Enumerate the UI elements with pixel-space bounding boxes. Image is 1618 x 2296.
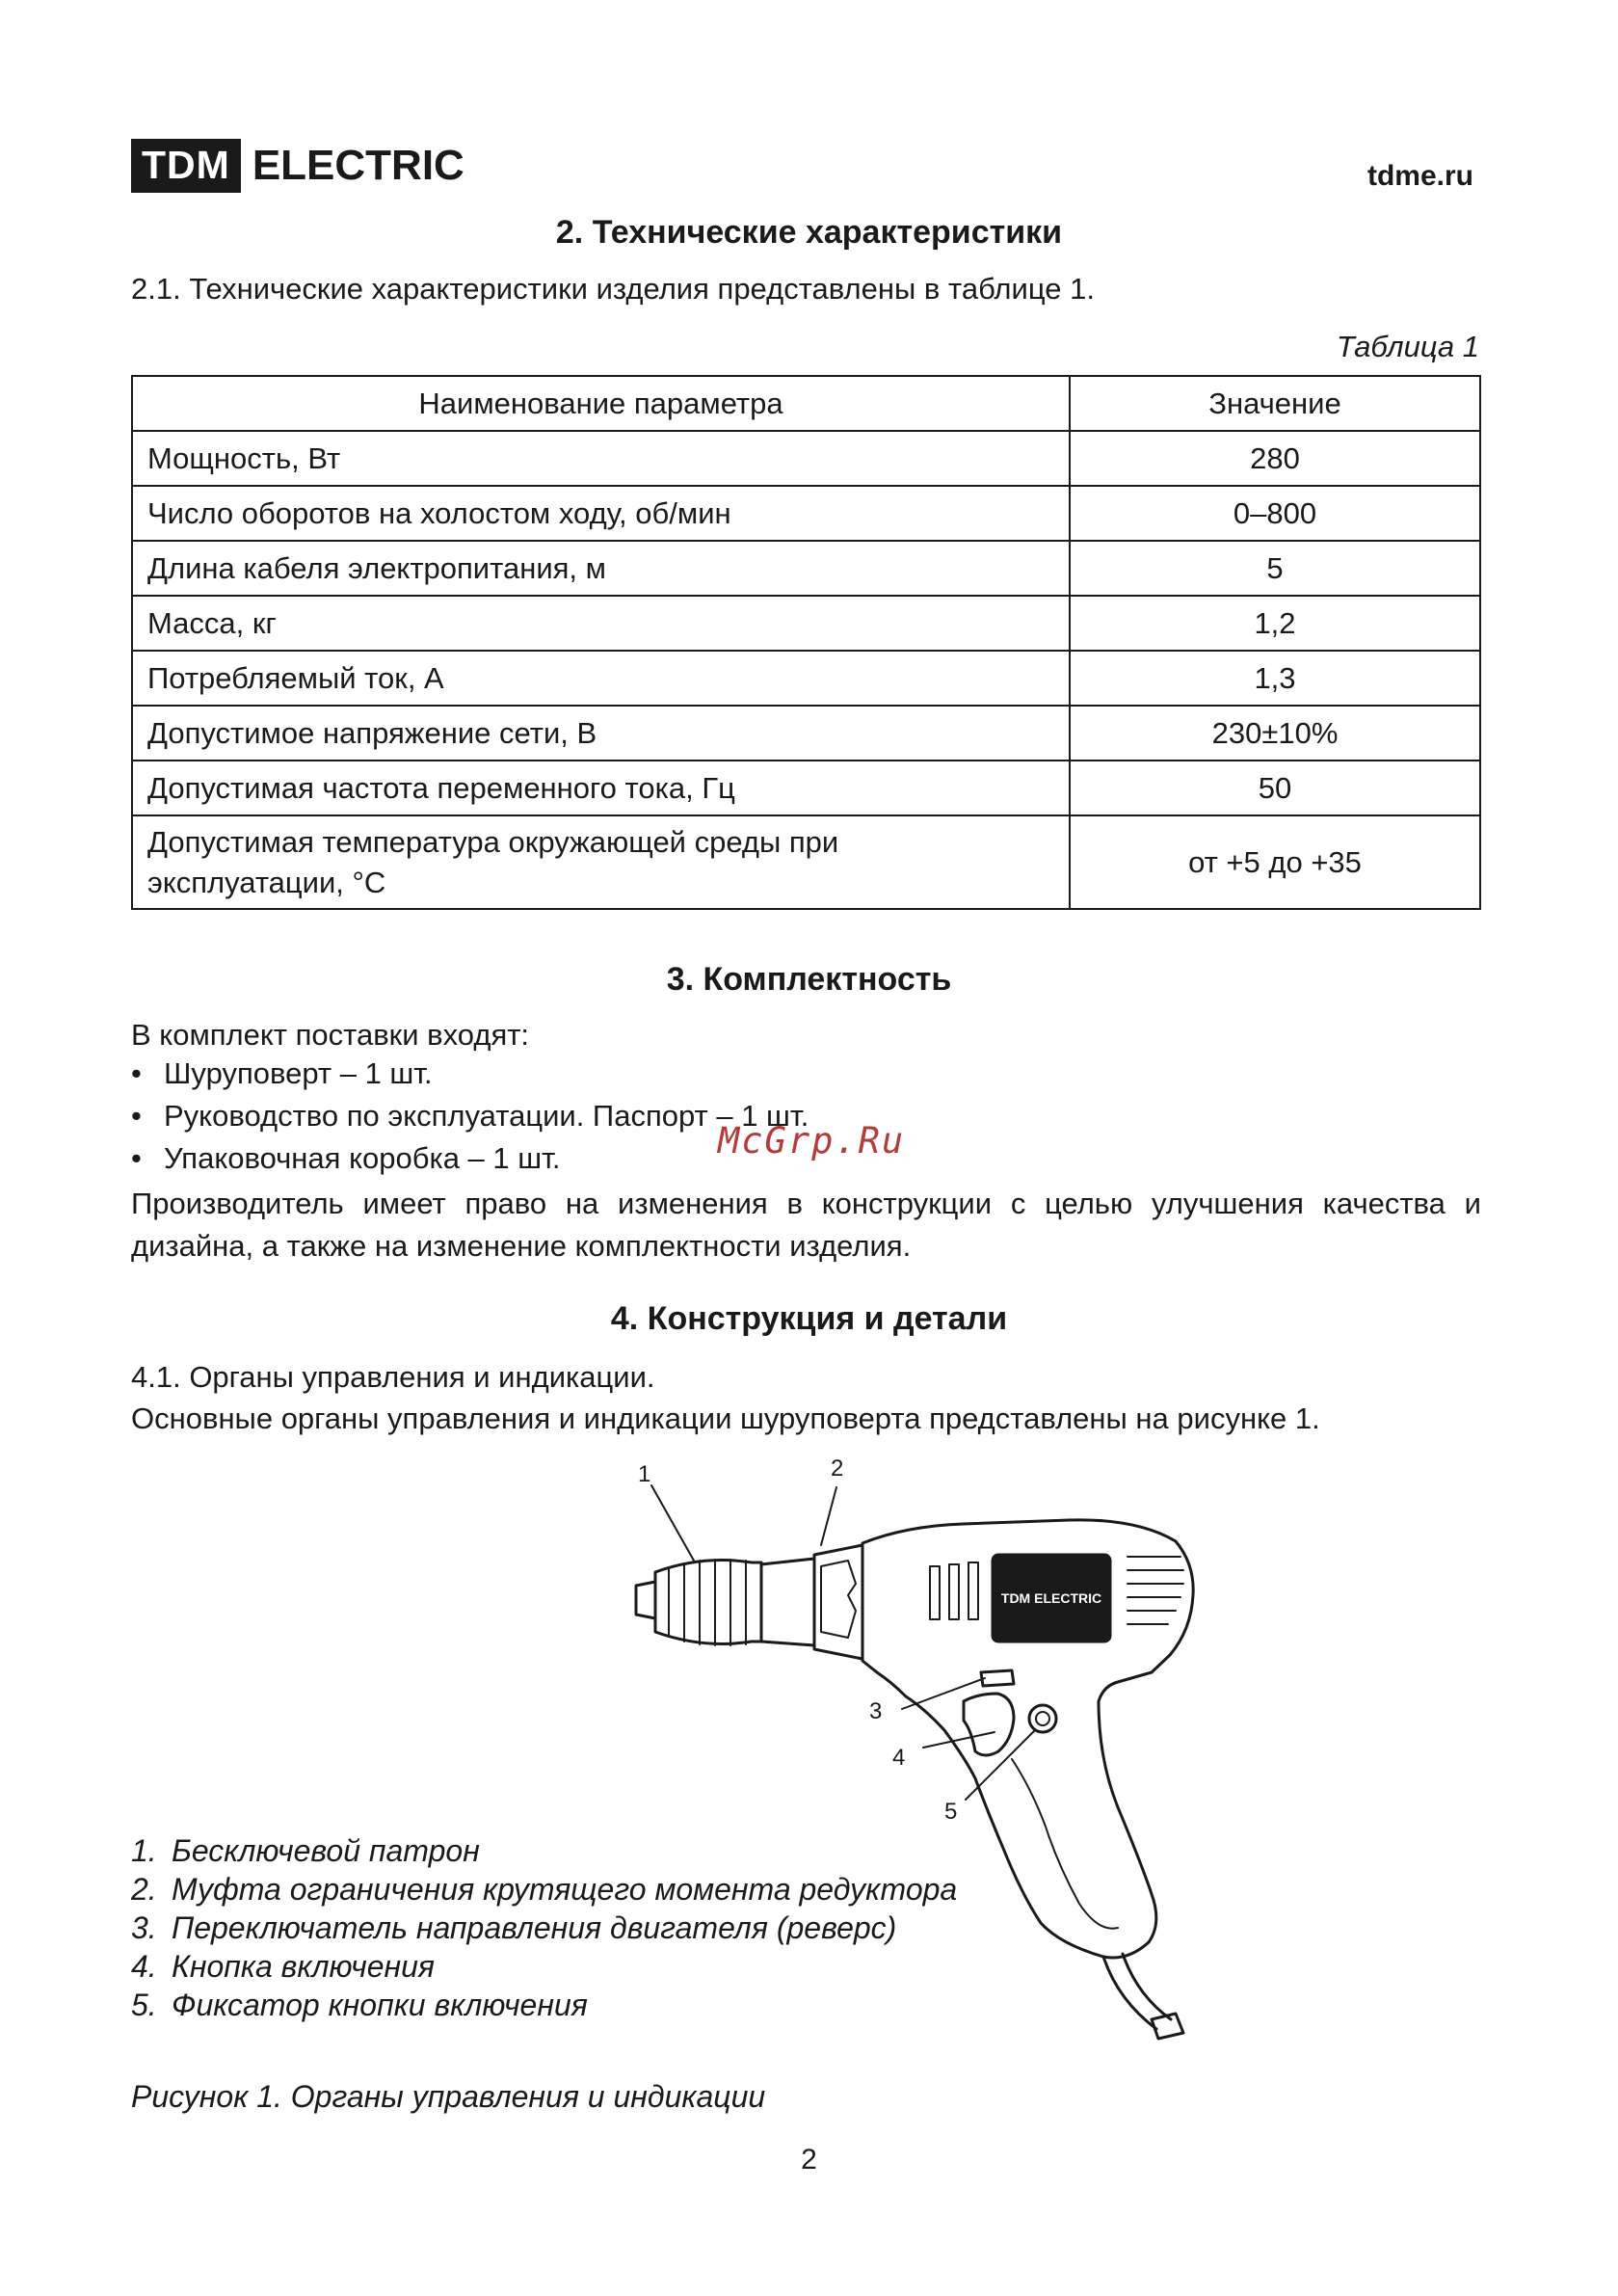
param-cell: Допустимая температура окружающей среды при эксплуатации, °С (132, 815, 1070, 909)
lock-button (1029, 1705, 1056, 1732)
leader-2 (821, 1487, 836, 1545)
table-row (132, 651, 1480, 706)
website-link[interactable]: tdme.ru (1366, 160, 1473, 192)
side-vents (930, 1562, 978, 1619)
legend-label: Переключатель направления двигателя (реверс) (172, 1910, 897, 1945)
rear-vents (1127, 1557, 1183, 1624)
param-cell: Масса, кг (132, 596, 1070, 651)
watermark: McGrp.Ru (718, 1120, 906, 1161)
table-header-row (132, 376, 1480, 431)
trigger (964, 1694, 1014, 1755)
leader-5 (966, 1730, 1035, 1800)
logo-mark: TDM (131, 139, 241, 193)
legend-number: 1. (131, 1833, 157, 1868)
value-cell: 1,2 (1070, 596, 1480, 651)
table-caption: Таблица 1 (1336, 330, 1479, 363)
table-row (132, 706, 1480, 761)
legend-item (131, 1831, 957, 1870)
callout-4: 4 (892, 1745, 906, 1771)
section-3-intro: В комплект поставки входят: (131, 1018, 530, 1052)
table-row (132, 761, 1480, 815)
callout-3: 3 (869, 1698, 883, 1724)
lock-button-inner (1036, 1712, 1049, 1725)
param-cell: Потребляемый ток, А (132, 651, 1070, 706)
list-item: • Шуруповерт – 1 шт. (131, 1053, 809, 1095)
list-item: • Упаковочная коробка – 1 шт. (131, 1137, 809, 1180)
chuck-tip (636, 1582, 655, 1618)
drill-logo: TDM ELECTRIC (1000, 1590, 1102, 1606)
section-4-sub: 4.1. Органы управления и индикации. (131, 1360, 655, 1394)
chuck-collar (761, 1559, 814, 1645)
table-row (132, 486, 1480, 541)
figure-caption: Рисунок 1. Органы управления и индикации (131, 2079, 766, 2114)
param-cell: Допустимая частота переменного тока, Гц (132, 761, 1070, 815)
tdm-electric-logo (131, 139, 464, 193)
table-row (132, 431, 1480, 486)
param-cell: Мощность, Вт (132, 431, 1070, 486)
logo-word: ELECTRIC (252, 142, 464, 189)
parts-legend (131, 1831, 957, 2024)
header-value: Значение (1070, 376, 1480, 431)
legend-label: Бесключевой патрон (172, 1833, 480, 1868)
value-cell: 280 (1070, 431, 1480, 486)
callout-2: 2 (831, 1455, 844, 1482)
section-2-intro: 2.1. Технические характеристики изделия представлены в таблице 1. (131, 272, 1095, 306)
value-cell: 5 (1070, 541, 1480, 596)
leader-4 (923, 1732, 995, 1748)
list-item: • Руководство по эксплуатации. Паспорт – 1 шт. (131, 1095, 809, 1137)
legend-number: 4. (131, 1949, 157, 1984)
header-param: Наименование параметра (132, 376, 1070, 431)
section-4-text: Основные органы управления и индикации шуруповерта представлены на рисунке 1. (131, 1402, 1320, 1435)
chuck-ribs (669, 1560, 746, 1645)
value-cell: 50 (1070, 761, 1480, 815)
value-cell: от +5 до +35 (1070, 815, 1480, 909)
callout-5: 5 (944, 1799, 958, 1825)
value-cell: 1,3 (1070, 651, 1480, 706)
param-cell: Длина кабеля электропитания, м (132, 541, 1070, 596)
section-4-title: 4. Конструкция и детали (610, 1300, 1008, 1337)
legend-number: 3. (131, 1910, 157, 1945)
table-row (132, 541, 1480, 596)
leader-1 (651, 1485, 694, 1561)
clutch-detail (821, 1561, 856, 1638)
legend-number: 2. (131, 1872, 157, 1907)
value-cell: 0–800 (1070, 486, 1480, 541)
table-row (132, 596, 1480, 651)
legend-label: Муфта ограничения крутящего момента редуктора (172, 1872, 958, 1907)
table-row (132, 815, 1480, 909)
page-number: 2 (801, 2144, 817, 2176)
legend-number: 5. (131, 1988, 157, 2022)
value-cell: 230±10% (1070, 706, 1480, 761)
manufacturer-note: Производитель имеет право на изменения в конструкции с целью улучшения качества и дизайна, а также на изменение комплектности изделия. (131, 1187, 1481, 1263)
legend-item (131, 1909, 957, 1947)
param-cell: Число оборотов на холостом ходу, об/мин (132, 486, 1070, 541)
callout-1: 1 (638, 1461, 651, 1487)
kit-list (131, 1053, 809, 1180)
legend-item (131, 1870, 957, 1909)
legend-label: Кнопка включения (172, 1949, 436, 1984)
section-2-title: 2. Технические характеристики (555, 214, 1063, 251)
leader-3 (902, 1678, 985, 1709)
legend-item (131, 1986, 957, 2024)
legend-label: Фиксатор кнопки включения (172, 1988, 588, 2022)
legend-item (131, 1947, 957, 1986)
spec-table (131, 375, 1481, 910)
reverse-switch (981, 1670, 1014, 1686)
param-cell: Допустимое напряжение сети, В (132, 706, 1070, 761)
section-3-title: 3. Комплектность (666, 961, 952, 998)
